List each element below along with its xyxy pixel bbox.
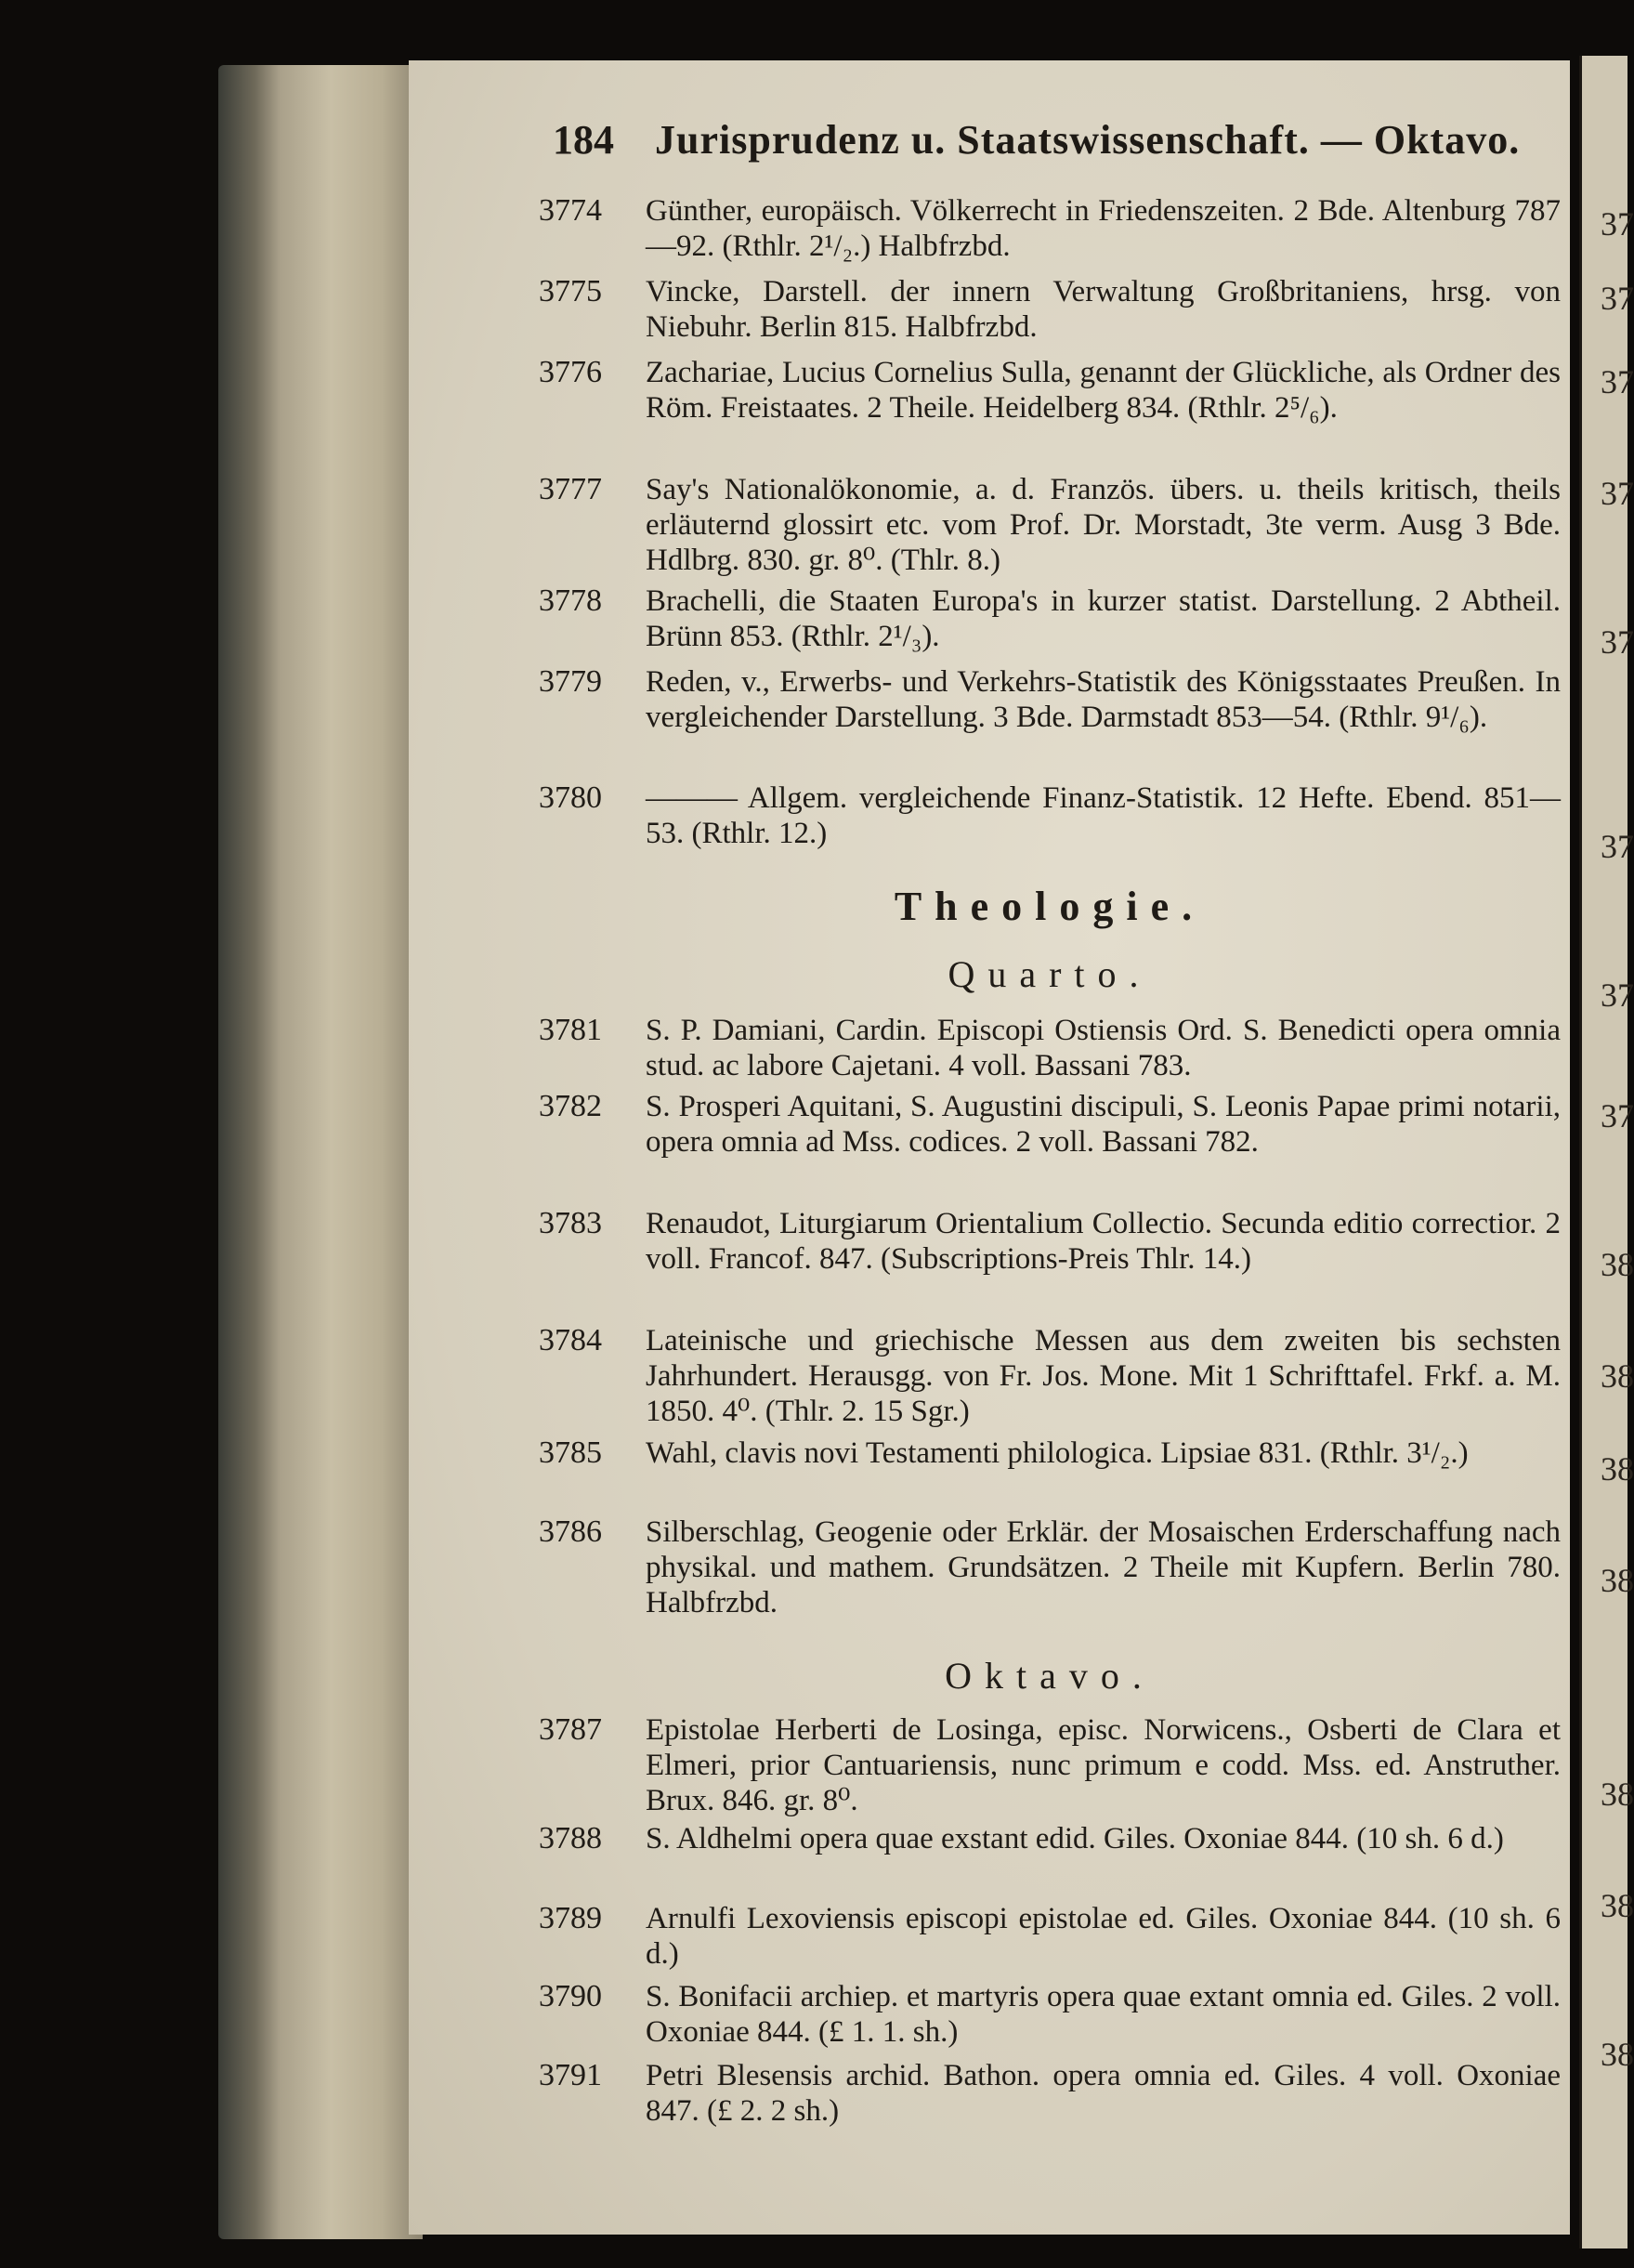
section-heading-theologie: Theologie.: [894, 884, 1206, 929]
entry-text: Zachariae, Lucius Cornelius Sulla, genannt der Glückliche, als Ordner des Röm. Freistaates. 2 Theile. Heidelberg 834. (Rthlr. 2⁵/₆).: [646, 356, 1561, 425]
entry-text: Vincke, Darstell. der innern Verwaltung Großbritaniens, hrsg. von Niebuhr. Berlin 815. Halbfrzbd.: [646, 275, 1561, 344]
facing-page-number: 38: [1601, 1887, 1634, 1924]
facing-page-number: 37: [1601, 205, 1634, 243]
page-header: [553, 116, 1521, 172]
entry-text: S. P. Damiani, Cardin. Episcopi Ostiensis Ord. S. Benedicti opera omnia stud. ac labore Cajetani. 4 voll. Bassani 783.: [646, 1014, 1561, 1082]
entry-number: 3789: [539, 1901, 602, 1935]
entry-number: 3783: [539, 1206, 602, 1240]
running-title: Jurisprudenz u. Staatswissenschaft. — Oktavo.: [655, 117, 1521, 163]
entry-number: 3788: [539, 1821, 602, 1855]
entry-text: Say's Nationalökonomie, a. d. Französ. übers. u. theils kritisch, theils erläuternd glossirt etc. vom Prof. Dr. Morstadt, 3te verm. Ausg 3 Bde. Hdlbrg. 830. gr. 8⁰. (Thlr. 8.): [646, 473, 1561, 577]
facing-page-number: 37: [1601, 1097, 1634, 1134]
entry-text: S. Bonifacii archiep. et martyris opera quae extant omnia ed. Giles. 2 voll. Oxoniae 844. (£ 1. 1. sh.): [646, 1980, 1561, 2049]
section-heading-oktavo: Oktavo.: [945, 1655, 1155, 1697]
entry-number: 3780: [539, 780, 602, 815]
entry-text: Günther, europäisch. Völkerrecht in Friedenszeiten. 2 Bde. Altenburg 787—92. (Rthlr. 2¹/₂.) Halbfrzbd.: [646, 194, 1561, 263]
facing-page-number: 38: [1601, 1776, 1634, 1813]
entry-text: Lateinische und griechische Messen aus dem zweiten bis sechsten Jahrhundert. Herausgg. von Fr. Jos. Mone. Mit 1 Schrifttafel. Frkf. a. M. 1850. 4⁰. (Thlr. 2. 15 Sgr.): [646, 1324, 1561, 1428]
entry-number: 3787: [539, 1712, 602, 1747]
book-page-edges: [218, 65, 423, 2239]
facing-page-number: 38: [1601, 2036, 1634, 2073]
entry-text: Wahl, clavis novi Testamenti philologica. Lipsiae 831. (Rthlr. 3¹/₂.): [646, 1436, 1469, 1470]
facing-page-edge: [1579, 56, 1634, 2248]
page-number: 184: [553, 117, 614, 163]
entry-text: S. Prosperi Aquitani, S. Augustini discipuli, S. Leonis Papae primi notarii, opera omnia ad Mss. codices. 2 voll. Bassani 782.: [646, 1090, 1561, 1159]
section-heading-quarto: Quarto.: [948, 953, 1152, 995]
entry-number: 3775: [539, 274, 602, 308]
entry-number: 3781: [539, 1013, 602, 1047]
entry-number: 3776: [539, 355, 602, 389]
entry-number: 3791: [539, 2058, 602, 2092]
facing-page-number: 38: [1601, 1246, 1634, 1283]
entry-number: 3774: [539, 193, 602, 228]
entry-number: 3782: [539, 1089, 602, 1123]
facing-page-number: 37: [1601, 475, 1634, 512]
entry-text: ——— Allgem. vergleichende Finanz-Statistik. 12 Hefte. Ebend. 851—53. (Rthlr. 12.): [646, 781, 1561, 850]
facing-page-number: 37: [1601, 623, 1634, 661]
facing-page-number: 37: [1601, 280, 1634, 317]
facing-page-number: 38: [1601, 1450, 1634, 1488]
entry-text: Arnulfi Lexoviensis episcopi epistolae ed. Giles. Oxoniae 844. (10 sh. 6 d.): [646, 1902, 1561, 1971]
entry-text: Petri Blesensis archid. Bathon. opera omnia ed. Giles. 4 voll. Oxoniae 847. (£ 2. 2 sh.): [646, 2059, 1561, 2128]
facing-page-number: 37: [1601, 828, 1634, 865]
entry-text: Reden, v., Erwerbs- und Verkehrs-Statistik des Königsstaates Preußen. In vergleichender Darstellung. 3 Bde. Darmstadt 853—54. (Rthlr. 9¹/₆).: [646, 665, 1561, 734]
entry-number: 3784: [539, 1323, 602, 1357]
entry-text: Silberschlag, Geogenie oder Erklär. der Mosaischen Erderschaffung nach physikal. und mathem. Grundsätzen. 2 Theile mit Kupfern. Berlin 780. Halbfrzbd.: [646, 1515, 1561, 1619]
entry-text: Brachelli, die Staaten Europa's in kurzer statist. Darstellung. 2 Abtheil. Brünn 853. (Rthlr. 2¹/₃).: [646, 584, 1561, 653]
entry-text: Renaudot, Liturgiarum Orientalium Collectio. Secunda editio correctior. 2 voll. Francof. 847. (Subscriptions-Preis Thlr. 14.): [646, 1207, 1561, 1276]
entry-number: 3785: [539, 1436, 602, 1470]
entry-number: 3777: [539, 472, 602, 506]
entry-number: 3779: [539, 664, 602, 699]
facing-page-number: 37: [1601, 977, 1634, 1014]
entry-number: 3786: [539, 1514, 602, 1549]
entry-number: 3778: [539, 583, 602, 618]
entry-text: S. Aldhelmi opera quae exstant edid. Giles. Oxoniae 844. (10 sh. 6 d.): [646, 1822, 1504, 1855]
entry-text: Epistolae Herberti de Losinga, episc. Norwicens., Osberti de Clara et Elmeri, prior Cantuariensis, nunc primum e codd. Mss. ed. Anstruther. Brux. 846. gr. 8⁰.: [646, 1713, 1561, 1817]
facing-page-number: 38: [1601, 1562, 1634, 1599]
facing-page-number: 37: [1601, 363, 1634, 400]
entry-number: 3790: [539, 1979, 602, 2013]
facing-page-number: 38: [1601, 1357, 1634, 1395]
